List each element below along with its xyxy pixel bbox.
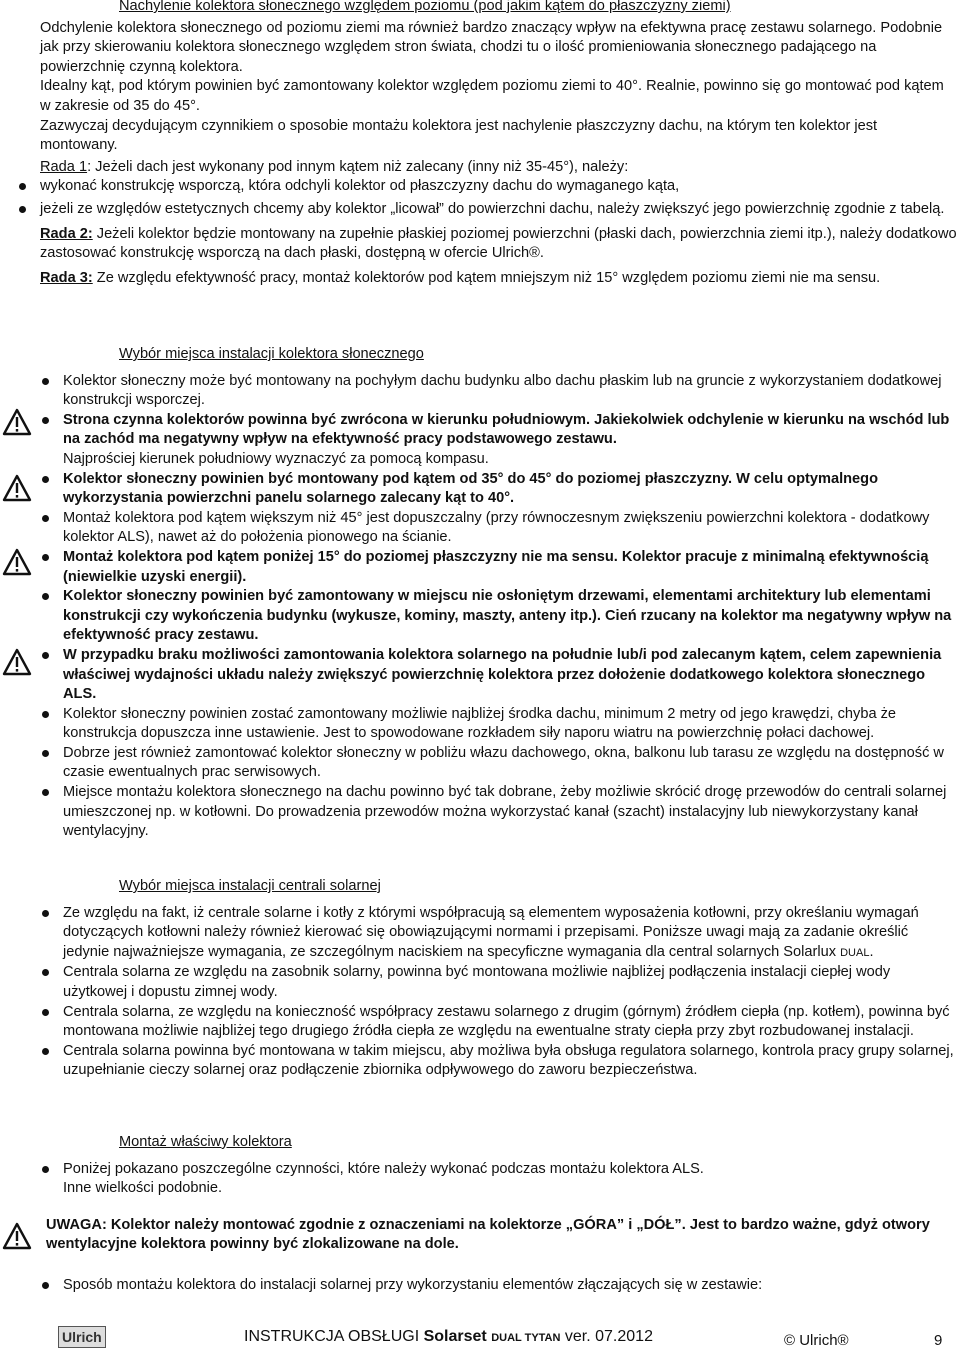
mounting-warning: UWAGA: Kolektor należy montować zgodnie z oznaczeniami na kolektorze „GÓRA” i „DÓŁ”. Jest to bardzo ważne, gdyż otwory wentylacyjne kolektora powinny być zlokalizowane na dole.: [46, 1216, 930, 1253]
warning-triangle-icon: [2, 408, 32, 436]
page-number: 9: [934, 1332, 943, 1349]
list-item: Centrala solarna ze względu na zasobnik solarny, powinna być montowana możliwie najbliżej podłączenia instalacji ciepłej wody użytkowej i dopustu zimnej wody.: [40, 963, 958, 1002]
section-tilt-heading: Nachylenie kolektora słonecznego względem poziomu (pod jakim kątem do płaszczyzny ziemi): [119, 0, 731, 14]
list-item: Montaż kolektora pod kątem poniżej 15° do poziomej płaszczyzny nie ma sensu. Kolektor pracuje z minimalną efektywnością (niewielkie uzyski energii).: [40, 548, 958, 587]
list-item: Centrala solarna, ze względu na konieczność współpracy zestawu solarnego z drugim (górnym) źródłem ciepła (np. kotłem), powinna być montowana możliwie najbliżej tego drugiego źródła ciepła ze względu na ewentualne straty ciepła przy zbyt rozbudowanej instalacji.: [40, 1003, 958, 1042]
collector-location-list: [40, 372, 958, 842]
list-item: jeżeli ze względów estetycznych chcemy aby kolektor „licował” do powierzchni dachu, należy zwiększyć jego powierzchnię zgodnie z tabelą.: [17, 200, 958, 220]
page-footer: [0, 1322, 960, 1348]
list-item: Centrala solarna powinna być montowana w takim miejscu, aby możliwa była obsługa regulatora solarnego, kontrola pracy grupy solarnej, uzupełnianie cieczy solarnej oraz podłączenie zbiornika odpływowego do zaworu bezpieczeństwa.: [40, 1042, 958, 1081]
warning-triangle-icon: [2, 548, 32, 576]
ulrich-logo: Ulrich: [58, 1326, 106, 1348]
list-item: Kolektor słoneczny powinien być zamontowany w miejscu nie osłoniętym drzewami, elementami architektury lub elementami konstrukcji czy wykończenia budynku (wykusze, kominy, maszty, anteny itp.). Cień rzucany na kolektor ma negatywny wpływ na efektywność pracy zestawu.: [40, 587, 958, 646]
section-central-location-heading: Wybór miejsca instalacji centrali solarnej: [119, 878, 381, 894]
section-collector-location: [40, 345, 958, 842]
rada-1-list: [17, 177, 958, 219]
warning-triangle-icon: [2, 1222, 32, 1250]
list-item: Sposób montażu kolektora do instalacji solarnej przy wykorzystaniu elementów złączających się w zestawie:: [40, 1276, 958, 1296]
section-tilt: [40, 0, 958, 288]
list-item: Strona czynna kolektorów powinna być zwrócona w kierunku południowym. Jakiekolwiek odchylenie w kierunku na wschód lub na zachód ma negatywny wpływ na efektywność pracy podstawowego zestawu. Najprościej kierunek południowy wyznaczyć za pomocą kompasu.: [40, 411, 958, 470]
tilt-paragraph-1: Odchylenie kolektora słonecznego od poziomu ziemi ma również bardzo znaczący wpływ na efektywna pracę zestawu solarnego. Podobnie jak przy skierowaniu kolektora słonecznego względem stron świata, chodzi tu o ilość promieniowania słonecznego padającego na powierzchnię czynną kolektora.: [40, 19, 943, 75]
list-item: Dobrze jest również zamontować kolektor słoneczny w pobliżu włazu dachowego, okna, balkonu lub tarasu ze względu na dostępność w czasie ewentualnych prac serwisowych.: [40, 744, 958, 783]
tilt-paragraph-2: Idealny kąt, pod którym powinien być zamontowany kolektor względem poziomu ziemi to 40°. Realnie, powinno się go montować pod kątem w zakresie od 35 do 45°.: [40, 78, 944, 114]
section-mounting: [40, 1133, 958, 1296]
list-item: W przypadku braku możliwości zamontowania kolektora solarnego na południe lub/i pod zalecanym kątem, celem zapewnienia właściwej wydajności układu należy zwiększyć powierzchnię kolektora przez dołożenie dodatkowego kolektora słonecznego ALS.: [40, 646, 958, 705]
manual-title: INSTRUKCJA OBSŁUGI Solarset DUAL TYTAN ver. 07.2012: [244, 1328, 653, 1345]
copyright: © Ulrich®: [784, 1332, 849, 1349]
list-item: Kolektor słoneczny może być montowany na pochyłym dachu budynku albo dachu płaskim lub na gruncie z wykorzystaniem dodatkowej konstrukcji wsporczej.: [40, 372, 958, 411]
warning-triangle-icon: [2, 648, 32, 676]
list-item: Montaż kolektora pod kątem większym niż 45° jest dopuszczalny (przy równoczesnym zwiększeniu powierzchni kolektora - dodatkowy kolektor ALS), nawet aż do położenia pionowego na ścianie.: [40, 509, 958, 548]
list-item: Ze względu na fakt, iż centrale solarne i kotły z którymi współpracują są elementem wyposażenia kotłowni, przy określaniu wymagań dotyczących kotłowni należy również kierować się obowiązującymi normami i przepisami. Poniższe uwagi mają za zadanie określić jedynie najważniejsze wymagania, ze szczególnym naciskiem na specyficzne wymagania dla central solarnych Solarlux DUAL.: [40, 904, 958, 964]
list-item: Kolektor słoneczny powinien zostać zamontowany możliwie najbliżej środka dachu, minimum 2 metry od jego krawędzi, chyba że konstrukcja dopuszcza inne ustawienie. Jest to spowodowane rozkładem siły naporu wiatru na powierzchnię połaci dachowej.: [40, 705, 958, 744]
list-item: wykonać konstrukcję wsporczą, która odchyli kolektor od płaszczyzny dachu do wymaganego kąta,: [17, 177, 958, 197]
rada-3: Rada 3: Ze względu efektywność pracy, montaż kolektorów pod kątem mniejszym niż 15° względem poziomu ziemi nie ma sensu.: [40, 269, 881, 286]
tilt-paragraph-3: Zazwyczaj decydującym czynnikiem o sposobie montażu kolektora jest nachylenie płaszczyzny dachu, na którym ten kolektor jest montowany.: [40, 117, 878, 154]
rada-1: Rada 1: Jeżeli dach jest wykonany pod innym kątem niż zalecany (inny niż 35-45°), należy:: [40, 158, 629, 175]
section-mounting-heading: Montaż właściwy kolektora: [119, 1134, 292, 1150]
list-item: Kolektor słoneczny powinien być montowany pod kątem od 35° do 45° do poziomej płaszczyzny. W celu optymalnego wykorzystania powierzchni panelu solarnego zalecany kąt to 40°.: [40, 470, 958, 509]
section-collector-location-heading: Wybór miejsca instalacji kolektora słonecznego: [119, 346, 424, 362]
mounting-list-2: [40, 1276, 958, 1296]
warning-triangle-icon: [2, 474, 32, 502]
central-location-list: [40, 904, 958, 1081]
list-item: Poniżej pokazano poszczególne czynności, które należy wykonać podczas montażu kolektora ALS. Inne wielkości podobnie.: [40, 1160, 958, 1199]
mounting-list: [40, 1160, 958, 1199]
list-item: Miejsce montażu kolektora słonecznego na dachu powinno być tak dobrane, żeby możliwie skrócić drogę przewodów do centrali solarnej umieszczonej np. w kotłowni. Do prowadzenia przewodów można wykorzystać kanał (szacht) instalacyjny lub niewykorzystany kanał wentylacyjny.: [40, 783, 958, 842]
rada-2: Rada 2: Jeżeli kolektor będzie montowany na zupełnie płaskiej poziomej powierzchni (płaski dach, powierzchnia ziemi itp.), należy dodatkowo zastosować konstrukcję wsporczą na dach płaski, dostępną w ofercie Ulrich®.: [40, 225, 957, 262]
section-central-location: [40, 877, 958, 1081]
